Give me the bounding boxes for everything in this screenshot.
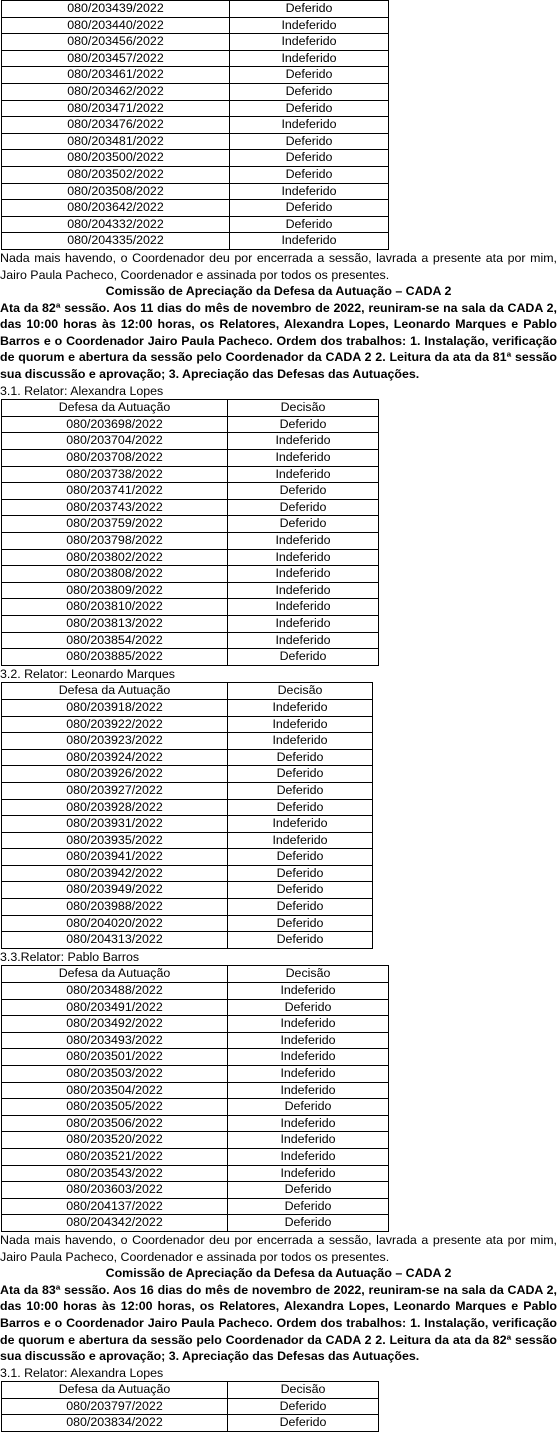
defesa-number-cell: 080/203503/2022	[2, 1066, 228, 1083]
table-row	[2, 533, 379, 550]
column-header-defesa: Defesa da Autuação	[2, 400, 228, 417]
table-row	[2, 865, 373, 882]
defesa-number-cell: 080/203642/2022	[2, 200, 230, 217]
defesa-number-cell: 080/203440/2022	[2, 17, 230, 34]
table-row	[2, 599, 379, 616]
defesa-number-cell: 080/203506/2022	[2, 1115, 228, 1132]
table-header-row	[2, 966, 389, 983]
table-row	[2, 483, 379, 500]
defesa-number-cell: 080/203743/2022	[2, 499, 228, 516]
defesa-number-cell: 080/203491/2022	[2, 999, 228, 1016]
defesa-number-cell: 080/204342/2022	[2, 1215, 228, 1232]
decision-cell: Deferido	[228, 1398, 379, 1415]
decision-cell: Deferido	[228, 999, 389, 1016]
defesa-number-cell: 080/203928/2022	[2, 799, 228, 816]
decision-cell: Indeferido	[230, 50, 389, 67]
decision-cell: Deferido	[228, 849, 373, 866]
table-header-row	[2, 1382, 379, 1399]
decision-cell: Indeferido	[228, 1148, 389, 1165]
defesa-number-cell: 080/203923/2022	[2, 733, 228, 750]
table-row	[2, 433, 379, 450]
defesa-number-cell: 080/203738/2022	[2, 466, 228, 483]
decision-cell: Indeferido	[228, 549, 379, 566]
table-row	[2, 233, 389, 250]
table-row	[2, 932, 373, 949]
defesa-number-cell: 080/203471/2022	[2, 100, 230, 117]
defesa-number-cell: 080/203810/2022	[2, 599, 228, 616]
defesa-number-cell: 080/203462/2022	[2, 83, 230, 100]
defesa-number-cell: 080/203949/2022	[2, 882, 228, 899]
defesa-number-cell: 080/203461/2022	[2, 67, 230, 84]
decision-cell: Deferido	[230, 100, 389, 117]
defesa-number-cell: 080/203456/2022	[2, 34, 230, 51]
decision-table-pablo-barros	[1, 965, 389, 1232]
table-row	[2, 1082, 389, 1099]
relator-label: 3.2. Relator: Leonardo Marques	[0, 666, 175, 681]
decision-cell: Indeferido	[230, 233, 389, 250]
table-row	[2, 34, 389, 51]
table-row	[2, 749, 373, 766]
defesa-number-cell: 080/203941/2022	[2, 849, 228, 866]
defesa-number-cell: 080/203935/2022	[2, 832, 228, 849]
table-row	[2, 100, 389, 117]
decision-cell: Deferido	[228, 882, 373, 899]
table-row	[2, 1398, 379, 1415]
table-row	[2, 1115, 389, 1132]
defesa-number-cell: 080/203942/2022	[2, 865, 228, 882]
table-row	[2, 733, 373, 750]
decision-cell: Indeferido	[228, 599, 379, 616]
defesa-number-cell: 080/203885/2022	[2, 649, 228, 666]
decision-cell: Indeferido	[230, 34, 389, 51]
defesa-number-cell: 080/203759/2022	[2, 516, 228, 533]
decision-cell: Indeferido	[228, 1016, 389, 1033]
table-row	[2, 882, 373, 899]
defesa-number-cell: 080/203502/2022	[2, 166, 230, 183]
defesa-number-cell: 080/203457/2022	[2, 50, 230, 67]
table-row	[2, 499, 379, 516]
decision-cell: Indeferido	[228, 615, 379, 632]
table-row	[2, 999, 389, 1016]
relator-label: 3.1. Relator: Alexandra Lopes	[0, 1365, 164, 1380]
table-row	[2, 1148, 389, 1165]
table-header-row	[2, 400, 379, 417]
defesa-number-cell: 080/203508/2022	[2, 183, 230, 200]
table-row	[2, 1, 389, 18]
column-header-decisao: Decisão	[228, 1382, 379, 1399]
table-row	[2, 1215, 389, 1232]
defesa-number-cell: 080/203520/2022	[2, 1132, 228, 1149]
decision-cell: Deferido	[228, 749, 373, 766]
column-header-decisao: Decisão	[228, 400, 379, 417]
table-row	[2, 1032, 389, 1049]
decision-cell: Deferido	[228, 483, 379, 500]
commission-title: Comissão de Apreciação da Defesa da Autuação – CADA 2	[105, 1266, 452, 1281]
table-row	[2, 1016, 389, 1033]
decision-cell: Deferido	[228, 899, 373, 916]
defesa-number-cell: 080/203504/2022	[2, 1082, 228, 1099]
defesa-number-cell: 080/203505/2022	[2, 1099, 228, 1116]
decision-cell: Deferido	[228, 499, 379, 516]
table-row	[2, 67, 389, 84]
defesa-number-cell: 080/203439/2022	[2, 1, 230, 18]
defesa-number-cell: 080/203488/2022	[2, 983, 228, 1000]
defesa-number-cell: 080/203924/2022	[2, 749, 228, 766]
table-row	[2, 117, 389, 134]
table-row	[2, 466, 379, 483]
decision-cell: Deferido	[228, 1415, 379, 1432]
decision-cell: Indeferido	[228, 983, 389, 1000]
decision-cell: Indeferido	[228, 716, 373, 733]
decision-cell: Deferido	[230, 83, 389, 100]
defesa-number-cell: 080/204332/2022	[2, 216, 230, 233]
defesa-number-cell: 080/203543/2022	[2, 1165, 228, 1182]
decision-table-alexandra-lopes-83	[1, 1381, 379, 1432]
table-row	[2, 416, 379, 433]
table-row	[2, 450, 379, 467]
table-row	[2, 816, 373, 833]
table-row	[2, 582, 379, 599]
table-row	[2, 133, 389, 150]
table-row	[2, 50, 389, 67]
table-row	[2, 983, 389, 1000]
table-row	[2, 183, 389, 200]
commission-title: Comissão de Apreciação da Defesa da Autuação – CADA 2	[105, 284, 452, 299]
table-row	[2, 1182, 389, 1199]
decision-cell: Deferido	[230, 166, 389, 183]
decision-cell: Indeferido	[228, 632, 379, 649]
defesa-number-cell: 080/203813/2022	[2, 615, 228, 632]
defesa-number-cell: 080/203927/2022	[2, 782, 228, 799]
table-row	[2, 899, 373, 916]
table-row	[2, 200, 389, 217]
defesa-number-cell: 080/203931/2022	[2, 816, 228, 833]
defesa-number-cell: 080/203708/2022	[2, 450, 228, 467]
table-row	[2, 150, 389, 167]
decision-cell: Deferido	[228, 1182, 389, 1199]
table-row	[2, 699, 373, 716]
defesa-number-cell: 080/203741/2022	[2, 483, 228, 500]
table-row	[2, 782, 373, 799]
column-header-decisao: Decisão	[228, 966, 389, 983]
table-row	[2, 632, 379, 649]
defesa-number-cell: 080/204137/2022	[2, 1198, 228, 1215]
relator-label: 3.3.Relator: Pablo Barros	[0, 949, 140, 964]
decision-cell: Indeferido	[228, 699, 373, 716]
table-row	[2, 1198, 389, 1215]
decision-cell: Indeferido	[228, 1115, 389, 1132]
table-row	[2, 915, 373, 932]
table-row	[2, 216, 389, 233]
table-row	[2, 799, 373, 816]
table-row	[2, 832, 373, 849]
decision-cell: Deferido	[230, 1, 389, 18]
decision-cell: Indeferido	[228, 1066, 389, 1083]
defesa-number-cell: 080/203603/2022	[2, 1182, 228, 1199]
decision-cell: Deferido	[228, 1198, 389, 1215]
defesa-number-cell: 080/203500/2022	[2, 150, 230, 167]
decision-cell: Indeferido	[228, 533, 379, 550]
column-header-defesa: Defesa da Autuação	[2, 1382, 228, 1399]
decision-cell: Indeferido	[228, 466, 379, 483]
table-row	[2, 1165, 389, 1182]
column-header-decisao: Decisão	[228, 683, 373, 700]
defesa-number-cell: 080/204335/2022	[2, 233, 230, 250]
decision-table-leonardo-marques	[1, 682, 373, 949]
decision-cell: Indeferido	[230, 17, 389, 34]
defesa-number-cell: 080/203798/2022	[2, 533, 228, 550]
decision-cell: Deferido	[230, 67, 389, 84]
defesa-number-cell: 080/203809/2022	[2, 582, 228, 599]
decision-cell: Deferido	[228, 932, 373, 949]
defesa-number-cell: 080/203501/2022	[2, 1049, 228, 1066]
decision-cell: Deferido	[230, 133, 389, 150]
decision-cell: Deferido	[228, 1215, 389, 1232]
table-row	[2, 549, 379, 566]
table-row	[2, 17, 389, 34]
defesa-number-cell: 080/203854/2022	[2, 632, 228, 649]
defesa-number-cell: 080/203492/2022	[2, 1016, 228, 1033]
decision-cell: Indeferido	[228, 816, 373, 833]
decision-cell: Indeferido	[228, 1165, 389, 1182]
decision-cell: Indeferido	[228, 566, 379, 583]
table-row	[2, 849, 373, 866]
table-row	[2, 1415, 379, 1432]
defesa-number-cell: 080/203521/2022	[2, 1148, 228, 1165]
decision-cell: Indeferido	[230, 117, 389, 134]
defesa-number-cell: 080/203922/2022	[2, 716, 228, 733]
decision-cell: Deferido	[228, 516, 379, 533]
decision-cell: Deferido	[228, 416, 379, 433]
defesa-number-cell: 080/203481/2022	[2, 133, 230, 150]
defesa-number-cell: 080/203988/2022	[2, 899, 228, 916]
defesa-number-cell: 080/203918/2022	[2, 699, 228, 716]
relator-label: 3.1. Relator: Alexandra Lopes	[0, 383, 164, 398]
decision-cell: Indeferido	[228, 733, 373, 750]
decision-cell: Indeferido	[228, 1132, 389, 1149]
table-row	[2, 716, 373, 733]
table-header-row	[2, 683, 373, 700]
table-row	[2, 1049, 389, 1066]
decision-table-previous-session	[1, 0, 389, 250]
table-row	[2, 166, 389, 183]
table-row	[2, 615, 379, 632]
defesa-number-cell: 080/203704/2022	[2, 433, 228, 450]
table-row	[2, 1132, 389, 1149]
defesa-number-cell: 080/203797/2022	[2, 1398, 228, 1415]
decision-cell: Deferido	[228, 649, 379, 666]
table-row	[2, 1099, 389, 1116]
closing-statement: Nada mais havendo, o Coordenador deu por encerrada a sessão, lavrada a presente ata por mim, Jairo Paula Pacheco, Coordenador e assinada por todos os presentes.	[0, 250, 557, 282]
decision-cell: Indeferido	[228, 582, 379, 599]
decision-table-alexandra-lopes	[1, 399, 379, 666]
defesa-number-cell: 080/204313/2022	[2, 932, 228, 949]
session-minutes-83: Ata da 83ª sessão. Aos 16 dias do mês de novembro de 2022, reuniram-se na sala da CADA 2, das 10:00 horas às 12:00 horas, os Relatores, Alexandra Lopes, Leonardo Marques e Pablo Barros e o Coordenador Jairo Paula Pacheco. Ordem dos trabalhos: 1. Instalação, verificação de quorum e abertura da sessão pelo Coordenador da CADA 2 2. Leitura da ata da 82ª sessão sua discussão e aprovação; 3. Apreciação das Defesas das Autuações.	[0, 1282, 557, 1364]
table-row	[2, 766, 373, 783]
decision-cell: Indeferido	[228, 433, 379, 450]
defesa-number-cell: 080/203834/2022	[2, 1415, 228, 1432]
decision-cell: Indeferido	[228, 1082, 389, 1099]
table-row	[2, 649, 379, 666]
decision-cell: Deferido	[230, 200, 389, 217]
decision-cell: Deferido	[230, 150, 389, 167]
defesa-number-cell: 080/203802/2022	[2, 549, 228, 566]
defesa-number-cell: 080/203808/2022	[2, 566, 228, 583]
decision-cell: Indeferido	[228, 1049, 389, 1066]
decision-cell: Deferido	[228, 915, 373, 932]
defesa-number-cell: 080/203698/2022	[2, 416, 228, 433]
table-row	[2, 566, 379, 583]
table-row	[2, 1066, 389, 1083]
column-header-defesa: Defesa da Autuação	[2, 683, 228, 700]
decision-cell: Indeferido	[228, 450, 379, 467]
decision-cell: Indeferido	[228, 1032, 389, 1049]
decision-cell: Indeferido	[228, 832, 373, 849]
table-row	[2, 83, 389, 100]
session-minutes-82: Ata da 82ª sessão. Aos 11 dias do mês de novembro de 2022, reuniram-se na sala da CADA 2, das 10:00 horas às 12:00 horas, os Relatores, Alexandra Lopes, Leonardo Marques e Pablo Barros e o Coordenador Jairo Paula Pacheco. Ordem dos trabalhos: 1. Instalação, verificação de quorum e abertura da sessão pelo Coordenador da CADA 2 2. Leitura da ata da 81ª sessão sua discussão e aprovação; 3. Apreciação das Defesas das Autuações.	[0, 300, 557, 382]
decision-cell: Deferido	[228, 766, 373, 783]
column-header-defesa: Defesa da Autuação	[2, 966, 228, 983]
decision-cell: Indeferido	[230, 183, 389, 200]
decision-cell: Deferido	[228, 1099, 389, 1116]
table-row	[2, 516, 379, 533]
defesa-number-cell: 080/203926/2022	[2, 766, 228, 783]
closing-statement: Nada mais havendo, o Coordenador deu por encerrada a sessão, lavrada a presente ata por mim, Jairo Paula Pacheco, Coordenador e assinada por todos os presentes.	[0, 1232, 557, 1264]
decision-cell: Deferido	[228, 782, 373, 799]
decision-cell: Deferido	[228, 865, 373, 882]
decision-cell: Deferido	[228, 799, 373, 816]
defesa-number-cell: 080/203493/2022	[2, 1032, 228, 1049]
decision-cell: Deferido	[230, 216, 389, 233]
defesa-number-cell: 080/203476/2022	[2, 117, 230, 134]
defesa-number-cell: 080/204020/2022	[2, 915, 228, 932]
